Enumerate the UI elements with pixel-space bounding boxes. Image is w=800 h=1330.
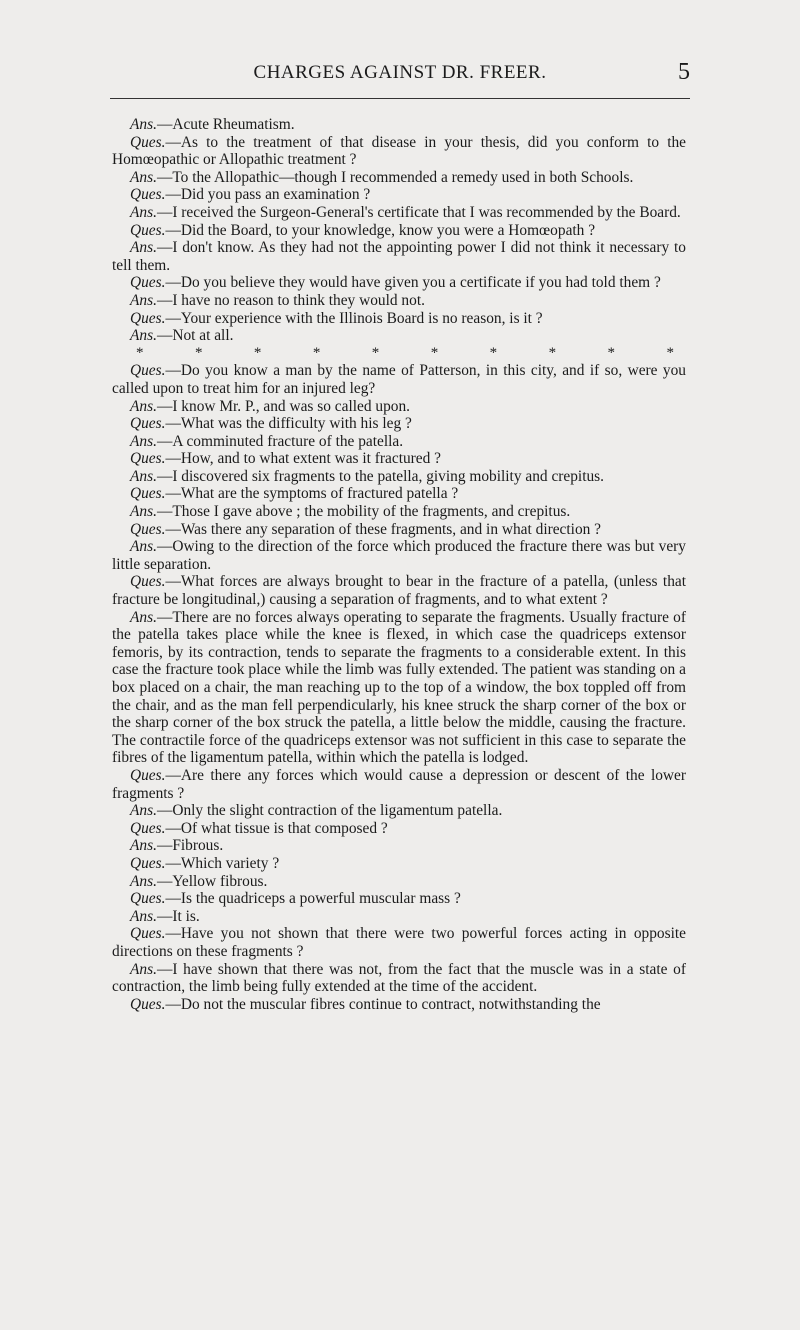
speaker-tag: Ques. — [130, 274, 166, 292]
question-paragraph — [112, 521, 686, 539]
star-glyph: * — [548, 344, 557, 361]
speaker-tag: Ques. — [130, 819, 166, 837]
body-text — [112, 116, 686, 1013]
paragraph-text: —A comminuted fracture of the patella. — [156, 432, 404, 450]
answer-paragraph — [112, 538, 686, 573]
answer-paragraph — [112, 169, 686, 187]
speaker-tag: Ques. — [130, 415, 166, 433]
paragraph-text: —What are the symptoms of fractured patella ? — [165, 485, 459, 503]
question-paragraph — [112, 925, 686, 960]
speaker-tag: Ques. — [130, 309, 166, 327]
answer-paragraph — [112, 398, 686, 416]
paragraph-text: —How, and to what extent was it fractured ? — [165, 450, 441, 468]
speaker-tag: Ans. — [130, 802, 157, 820]
question-paragraph — [112, 134, 686, 169]
paragraph-text: —As to the treatment of that disease in your thesis, did you conform to the Homœopathic or Allopathic treatment ? — [112, 133, 686, 169]
speaker-tag: Ques. — [130, 221, 166, 239]
paragraph-text: —Not at all. — [156, 327, 234, 345]
speaker-tag: Ans. — [130, 397, 157, 415]
speaker-tag: Ques. — [130, 450, 166, 468]
paragraph-text: —Is the quadriceps a powerful muscular mass ? — [165, 890, 461, 908]
answer-paragraph — [112, 292, 686, 310]
question-paragraph — [112, 222, 686, 240]
question-paragraph — [112, 415, 686, 433]
answer-paragraph — [112, 961, 686, 996]
page-number: 5 — [678, 59, 690, 85]
paragraph-text: —What was the difficulty with his leg ? — [165, 415, 412, 433]
question-paragraph — [112, 767, 686, 802]
speaker-tag: Ans. — [130, 239, 157, 257]
speaker-tag: Ques. — [130, 186, 166, 204]
paragraph-text: —Which variety ? — [165, 854, 280, 872]
answer-paragraph — [112, 503, 686, 521]
page-header — [110, 59, 690, 88]
answer-paragraph — [112, 908, 686, 926]
answer-paragraph — [112, 433, 686, 451]
answer-paragraph — [112, 609, 686, 767]
paragraph-text: —Was there any separation of these fragments, and in what direction ? — [165, 520, 602, 538]
question-paragraph — [112, 450, 686, 468]
paragraph-text: —I know Mr. P., and was so called upon. — [156, 397, 411, 415]
paragraph-text: —Those I gave above ; the mobility of the fragments, and crepitus. — [156, 503, 571, 521]
paragraph-text: —Of what tissue is that composed ? — [165, 819, 388, 837]
paragraph-text: —I have no reason to think they would not. — [156, 291, 425, 309]
answer-paragraph — [112, 802, 686, 820]
speaker-tag: Ans. — [130, 291, 157, 309]
paragraph-text: —I don't know. As they had not the appointing power I did not think it necessary to tell them. — [112, 239, 686, 274]
speaker-tag: Ans. — [130, 960, 157, 978]
speaker-tag: Ans. — [130, 538, 157, 556]
speaker-tag: Ques. — [130, 925, 166, 943]
question-paragraph — [112, 310, 686, 328]
speaker-tag: Ans. — [130, 327, 157, 345]
answer-paragraph — [112, 468, 686, 486]
speaker-tag: Ans. — [130, 116, 157, 133]
paragraph-text: —What forces are always brought to bear in the fracture of a patella, (unless that fracture be longitudinal,) causing a separation of fragments, and to what extent ? — [112, 573, 686, 609]
running-title: CHARGES AGAINST DR. FREER. — [253, 62, 547, 83]
speaker-tag: Ques. — [130, 766, 166, 784]
star-glyph: * — [430, 344, 439, 361]
answer-paragraph — [112, 116, 686, 134]
speaker-tag: Ques. — [130, 995, 166, 1013]
question-paragraph — [112, 996, 686, 1014]
question-paragraph — [112, 274, 686, 292]
paragraph-text: —Owing to the direction of the force which produced the fracture there was but very little separation. — [112, 538, 686, 573]
question-paragraph — [112, 820, 686, 838]
speaker-tag: Ans. — [130, 203, 157, 221]
star-glyph: * — [489, 344, 498, 361]
star-glyph: * — [312, 344, 321, 361]
star-glyph: * — [607, 344, 615, 361]
speaker-tag: Ques. — [130, 362, 166, 380]
answer-paragraph — [112, 204, 686, 222]
paragraph-text: —Did you pass an examination ? — [165, 186, 371, 204]
paragraph-text: —Yellow fibrous. — [156, 872, 268, 890]
answer-paragraph — [112, 239, 686, 274]
testimony-group-1 — [112, 116, 686, 345]
paragraph-text: —I discovered six fragments to the patella, giving mobility and crepitus. — [156, 467, 605, 485]
speaker-tag: Ans. — [130, 168, 157, 186]
paragraph-text: —Fibrous. — [156, 837, 224, 855]
paragraph-text: —I have shown that there was not, from the fact that the muscle was in a state of contraction, the limb being fully extended at the time of the accident. — [112, 960, 686, 996]
paragraph-text: —Do not the muscular fibres continue to contract, notwithstanding the — [165, 995, 601, 1013]
answer-paragraph — [112, 327, 686, 345]
paragraph-text: —Only the slight contraction of the ligamentum patella. — [156, 802, 503, 820]
question-paragraph — [112, 855, 686, 873]
paragraph-text: —I received the Surgeon-General's certificate that I was recommended by the Board. — [156, 203, 681, 221]
star-glyph: * — [194, 344, 203, 361]
speaker-tag: Ans. — [130, 503, 157, 521]
paragraph-text: —Did the Board, to your knowledge, know you were a Homœopath ? — [165, 221, 596, 239]
paragraph-text: —To the Allopathic—though I recommended a remedy used in both Schools. — [156, 168, 634, 186]
paragraph-text: —There are no forces always operating to separate the fragments. Usually fracture of the patella takes place while the knee is flexed, in which case the quadriceps extensor femoris, by its contraction, tends to separate the fragments to a considerable extent. In this case the fracture took place while the limb was fully extended. The patient was standing on a box placed on a chair, the man reaching up to the top of a window, the box toppled off from the chair, and as the man fell perpendicularly, his knee struck the sharp corner of the box or the sharp corner of the box struck the patella, a little below the middle, causing the fracture. The contractile force of the quadriceps extensor was not sufficient in this case to separate the fibres of the ligamentum patella, within which the patella is lodged. — [112, 608, 686, 767]
speaker-tag: Ans. — [130, 608, 157, 626]
paragraph-text: —It is. — [156, 907, 200, 925]
speaker-tag: Ques. — [130, 854, 166, 872]
paragraph-text: —Your experience with the Illinois Board is no reason, is it ? — [165, 309, 543, 327]
star-glyph: * — [666, 344, 674, 361]
section-break — [112, 345, 686, 363]
speaker-tag: Ques. — [130, 890, 166, 908]
speaker-tag: Ques. — [130, 485, 166, 503]
question-paragraph — [112, 573, 686, 608]
speaker-tag: Ques. — [130, 573, 166, 591]
question-paragraph — [112, 485, 686, 503]
speaker-tag: Ans. — [130, 837, 157, 855]
testimony-group-2 — [112, 362, 686, 1013]
paragraph-text: —Do you believe they would have given you a certificate if you had told them ? — [165, 274, 661, 292]
paragraph-text: —Acute Rheumatism. — [156, 116, 295, 133]
paragraph-text: —Do you know a man by the name of Patterson, in this city, and if so, were you called upon to treat him for an injured leg? — [112, 362, 686, 397]
speaker-tag: Ans. — [130, 872, 157, 890]
question-paragraph — [112, 362, 686, 397]
speaker-tag: Ans. — [130, 432, 157, 450]
paragraph-text: —Are there any forces which would cause a depression or descent of the lower fragments ? — [112, 766, 686, 802]
speaker-tag: Ans. — [130, 907, 157, 925]
answer-paragraph — [112, 873, 686, 891]
header-rule — [110, 98, 690, 99]
question-paragraph — [112, 186, 686, 204]
question-paragraph — [112, 890, 686, 908]
star-glyph: * — [253, 344, 262, 361]
speaker-tag: Ans. — [130, 467, 157, 485]
speaker-tag: Ques. — [130, 520, 166, 538]
paragraph-text: —Have you not shown that there were two powerful forces acting in opposite directions on these fragments ? — [112, 925, 686, 960]
star-glyph: * — [371, 344, 380, 361]
answer-paragraph — [112, 837, 686, 855]
speaker-tag: Ques. — [130, 133, 166, 151]
star-glyph: * — [136, 344, 144, 361]
